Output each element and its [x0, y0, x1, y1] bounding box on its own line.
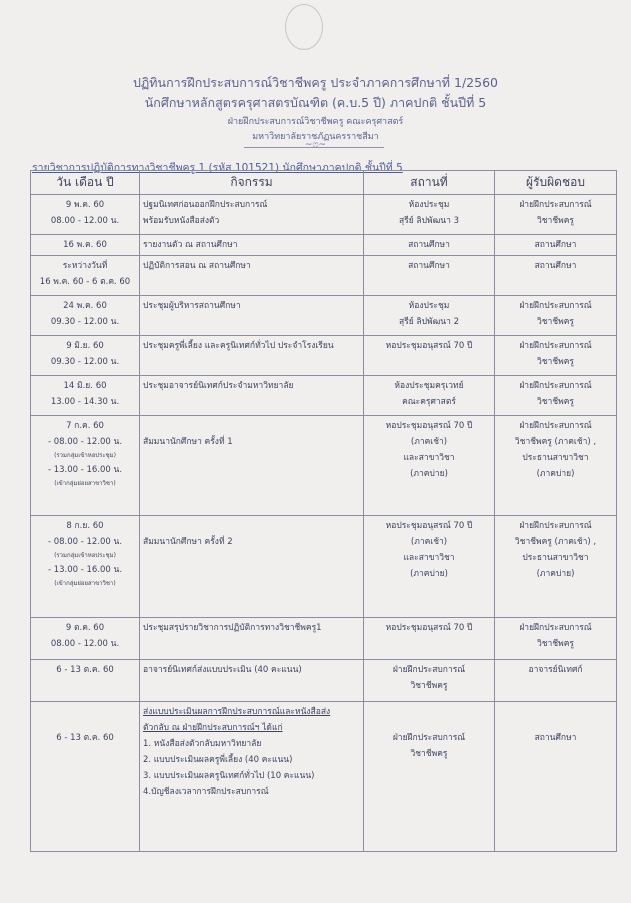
col-header-owner: ผู้รับผิดชอบ	[495, 171, 617, 195]
table-row	[31, 516, 617, 618]
activity-cell: ปฐมนิเทศก่อนออกฝึกประสบการณ์ พร้อมรับหนังสือส่งตัว	[140, 195, 364, 235]
place-cell: ห้องประชุม สุรีย์ ลิปพัฒนา 2	[364, 296, 495, 336]
activity-cell: สัมมนานักศึกษา ครั้งที่ 2	[140, 516, 364, 618]
owner-cell: ฝ่ายฝึกประสบการณ์ วิชาชีพครู	[495, 336, 617, 376]
place-cell: ห้องประชุม สุรีย์ ลิปพัฒนา 3	[364, 195, 495, 235]
date-cell: 9 มิ.ย. 60 09.30 - 12.00 น.	[31, 336, 140, 376]
activity-cell: อาจารย์นิเทศก์ส่งแบบประเมิน (40 คะแนน)	[140, 660, 364, 702]
table-row	[31, 195, 617, 235]
owner-cell: ฝ่ายฝึกประสบการณ์ วิชาชีพครู	[495, 296, 617, 336]
place-cell: หอประชุมอนุสรณ์ 70 ปี	[364, 336, 495, 376]
date-cell: 24 พ.ค. 60 09.30 - 12.00 น.	[31, 296, 140, 336]
owner-cell: สถานศึกษา	[495, 702, 617, 852]
table-row	[31, 618, 617, 660]
date-cell: ระหว่างวันที่ 16 พ.ค. 60 - 6 ต.ค. 60	[31, 256, 140, 296]
activity-cell: รายงานตัว ณ สถานศึกษา	[140, 235, 364, 256]
table-row	[31, 256, 617, 296]
activity-cell: ประชุมสรุปรายวิชาการปฏิบัติการทางวิชาชีพครู1	[140, 618, 364, 660]
place-cell: หอประชุมอนุสรณ์ 70 ปี	[364, 618, 495, 660]
activity-cell: ส่งแบบประเมินผลการฝึกประสบการณ์และหนังสือส่ง ตัวกลับ ณ ฝ่ายฝึกประสบการณ์ฯ ได้แก่ 1. หนังสือส่งตัวกลับมหาวิทยาลัย 2. แบบประเมินผลครูพี่เลี้ยง (40 คะแนน) 3. แบบประเมินผลครูนิเทศก์ทั่วไป (10 คะแนน) 4.บัญชีลงเวลาการฝึกประสบการณ์	[140, 702, 364, 852]
place-cell: สถานศึกษา	[364, 256, 495, 296]
place-cell: หอประชุมอนุสรณ์ 70 ปี (ภาคเช้า) และสาขาวิชา (ภาคบ่าย)	[364, 516, 495, 618]
date-cell: 7 ก.ค. 60 - 08.00 - 12.00 น. (รวมกลุ่มเข้าหอประชุม) - 13.00 - 16.00 น. (เข้ากลุ่มย่อยสาขาวิชา)	[31, 416, 140, 516]
col-header-activity: กิจกรรม	[140, 171, 364, 195]
owner-cell: ฝ่ายฝึกประสบการณ์ วิชาชีพครู	[495, 195, 617, 235]
col-header-place: สถานที่	[364, 171, 495, 195]
schedule-table	[30, 170, 617, 852]
course-title: รายวิชาการปฏิบัติการทางวิชาชีพครู 1 (รหัส 101521) นักศึกษาภาคปกติ ชั้นปีที่ 5	[32, 162, 403, 174]
table-row	[31, 376, 617, 416]
table-row	[31, 660, 617, 702]
owner-cell: สถานศึกษา	[495, 235, 617, 256]
table-header-row	[31, 171, 617, 195]
activity-cell: สัมมนานักศึกษา ครั้งที่ 1	[140, 416, 364, 516]
date-cell: 8 ก.ย. 60 - 08.00 - 12.00 น. (รวมกลุ่มเข้าหอประชุม) - 13.00 - 16.00 น. (เข้ากลุ่มย่อยสาขาวิชา)	[31, 516, 140, 618]
owner-cell: สถานศึกษา	[495, 256, 617, 296]
date-cell: 6 - 13 ต.ค. 60	[31, 702, 140, 852]
table-row	[31, 336, 617, 376]
table-row	[31, 416, 617, 516]
owner-cell: ฝ่ายฝึกประสบการณ์ วิชาชีพครู (ภาคเช้า) , ประธานสาขาวิชา (ภาคบ่าย)	[495, 516, 617, 618]
ornament-divider: ~ෆ~	[304, 140, 327, 150]
owner-cell: อาจารย์นิเทศก์	[495, 660, 617, 702]
document-title: ปฏิทินการฝึกประสบการณ์วิชาชีพครู ประจำภาคการศึกษาที่ 1/2560	[132, 75, 498, 90]
activity-cell: ประชุมอาจารย์นิเทศก์ประจำมหาวิทยาลัย	[140, 376, 364, 416]
date-cell: 14 มิ.ย. 60 13.00 - 14.30 น.	[31, 376, 140, 416]
col-header-date: วัน เดือน ปี	[31, 171, 140, 195]
department-name: ฝ่ายฝึกประสบการณ์วิชาชีพครู คณะครุศาสตร์	[227, 117, 404, 127]
place-cell: สถานศึกษา	[364, 235, 495, 256]
date-cell: 6 - 13 ต.ค. 60	[31, 660, 140, 702]
activity-cell: ประชุมผู้บริหารสถานศึกษา	[140, 296, 364, 336]
table-row	[31, 702, 617, 852]
place-cell: ฝ่ายฝึกประสบการณ์ วิชาชีพครู	[364, 660, 495, 702]
owner-cell: ฝ่ายฝึกประสบการณ์ วิชาชีพครู (ภาคเช้า) , ประธานสาขาวิชา (ภาคบ่าย)	[495, 416, 617, 516]
owner-cell: ฝ่ายฝึกประสบการณ์ วิชาชีพครู	[495, 618, 617, 660]
university-name: มหาวิทยาลัยราชภัฏนครราชสีมา	[252, 132, 379, 142]
owner-cell: ฝ่ายฝึกประสบการณ์ วิชาชีพครู	[495, 376, 617, 416]
header-divider	[244, 147, 384, 148]
date-cell: 9 พ.ค. 60 08.00 - 12.00 น.	[31, 195, 140, 235]
place-cell: หอประชุมอนุสรณ์ 70 ปี (ภาคเช้า) และสาขาวิชา (ภาคบ่าย)	[364, 416, 495, 516]
table-row	[31, 296, 617, 336]
university-seal-icon	[285, 4, 323, 50]
activity-cell: ปฏิบัติการสอน ณ สถานศึกษา	[140, 256, 364, 296]
activity-cell: ประชุมครูพี่เลี้ยง และครูนิเทศก์ทั่วไป ประจำโรงเรียน	[140, 336, 364, 376]
date-cell: 16 พ.ค. 60	[31, 235, 140, 256]
place-cell: ฝ่ายฝึกประสบการณ์ วิชาชีพครู	[364, 702, 495, 852]
table-row	[31, 235, 617, 256]
document-subtitle: นักศึกษาหลักสูตรครุศาสตรบัณฑิต (ค.บ.5 ปี) ภาคปกติ ชั้นปีที่ 5	[144, 95, 487, 110]
place-cell: ห้องประชุมครุเวทย์ คณะครุศาสตร์	[364, 376, 495, 416]
date-cell: 9 ต.ค. 60 08.00 - 12.00 น.	[31, 618, 140, 660]
